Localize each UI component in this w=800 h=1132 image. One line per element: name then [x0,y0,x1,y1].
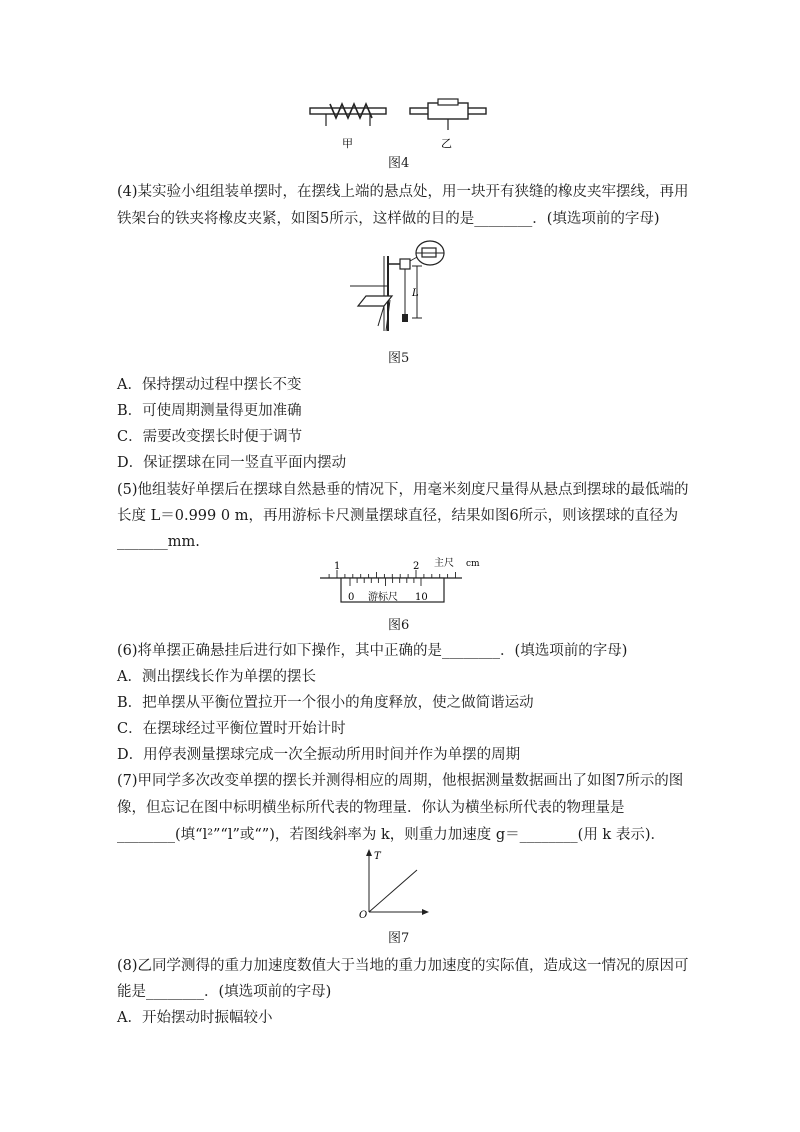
q8-line-2: 能是________．(填选项前的字母) [117,984,332,1000]
q4-line-2: 铁架台的铁夹将橡皮夹紧，如图5所示，这样做的目的是________．(填选项前的字母) [117,211,660,227]
figure-7-origin-label: O [359,910,368,921]
figure-7-y-label: T [374,851,381,862]
figure-6-vernier-10: 10 [415,592,428,603]
q8-option-a: A．开始摆动时振幅较小 [117,1010,273,1026]
q6-option-b: B．把单摆从平衡位置拉开一个很小的角度释放，使之做简谐运动 [117,695,534,711]
figure-6-caption: 图6 [388,618,410,633]
q4-option-d: D．保证摆球在同一竖直平面内摆动 [117,455,347,471]
figure-6-mark-2: 2 [413,561,420,572]
q6-option-d: D．用停表测量摆球完成一次全振动所用时间并作为单摆的周期 [117,747,521,763]
figure-4-label-jia: 甲 [342,137,353,150]
figure-5-caption: 图5 [388,351,410,366]
q5-line-1: (5)他组装好单摆后在摆球自然悬垂的情况下，用毫米刻度尺量得从悬点到摆球的最低端的 [117,482,689,498]
q4-option-c: C．需要改变摆长时便于调节 [117,429,303,445]
q5-line-2: 长度 L＝0.999 0 m，再用游标卡尺测量摆球直径，结果如图6所示，则该摆球的直径为 [117,508,679,524]
figure-6-vernier-caliper [0,552,800,612]
q7-line-3: ________(填“l²”“l”或“”)，若图线斜率为 k，则重力加速度 g＝________(用 k 表示)． [117,827,665,843]
figure-5-diagram [0,236,800,346]
q6-line-1: (6)将单摆正确悬挂后进行如下操作，其中正确的是________．(填选项前的字母) [117,643,628,659]
figure-4-diagram [0,0,800,160]
figure-6-main-scale-ticks [329,570,455,578]
q7-line-1: (7)甲同学多次改变单摆的摆长并测得相应的周期，他根据测量数据画出了如图7所示的图 [117,773,684,789]
q4-line-1: (4)某实验小组组装单摆时，在摆线上端的悬点处，用一块开有狭缝的橡皮夹牢摆线，再用 [117,184,689,200]
q5-line-3: _______mm. [117,534,200,550]
figure-7-data-line [369,870,417,912]
figure-4-jia-drawing [310,104,386,126]
figure-5-label-L: L [412,288,419,299]
figure-4-caption: 图4 [388,156,410,171]
q8-line-1: (8)乙同学测得的重力加速度数值大于当地的重力加速度的实际值，造成这一情况的原因可 [117,958,689,974]
q4-option-b: B．可使周期测量得更加准确 [117,403,302,419]
figure-4-yi-drawing [410,99,486,130]
figure-6-vernier-label: 游标尺 [368,592,398,603]
q6-option-a: A．测出摆线长作为单摆的摆长 [117,669,316,685]
figure-4-label-yi: 乙 [441,137,452,150]
figure-6-vernier-0: 0 [348,592,355,603]
figure-6-mark-1: 1 [334,561,341,572]
figure-6-unit: cm [466,559,480,569]
figure-6-main-scale-label: 主尺 [434,558,454,569]
figure-7-caption: 图7 [388,931,410,946]
q4-option-a: A．保持摆动过程中摆长不变 [117,377,302,393]
q6-option-c: C．在摆球经过平衡位置时开始计时 [117,721,346,737]
figure-7-graph [0,846,800,926]
q7-line-2: 像，但忘记在图中标明横坐标所代表的物理量．你认为横坐标所代表的物理量是 [117,800,625,816]
